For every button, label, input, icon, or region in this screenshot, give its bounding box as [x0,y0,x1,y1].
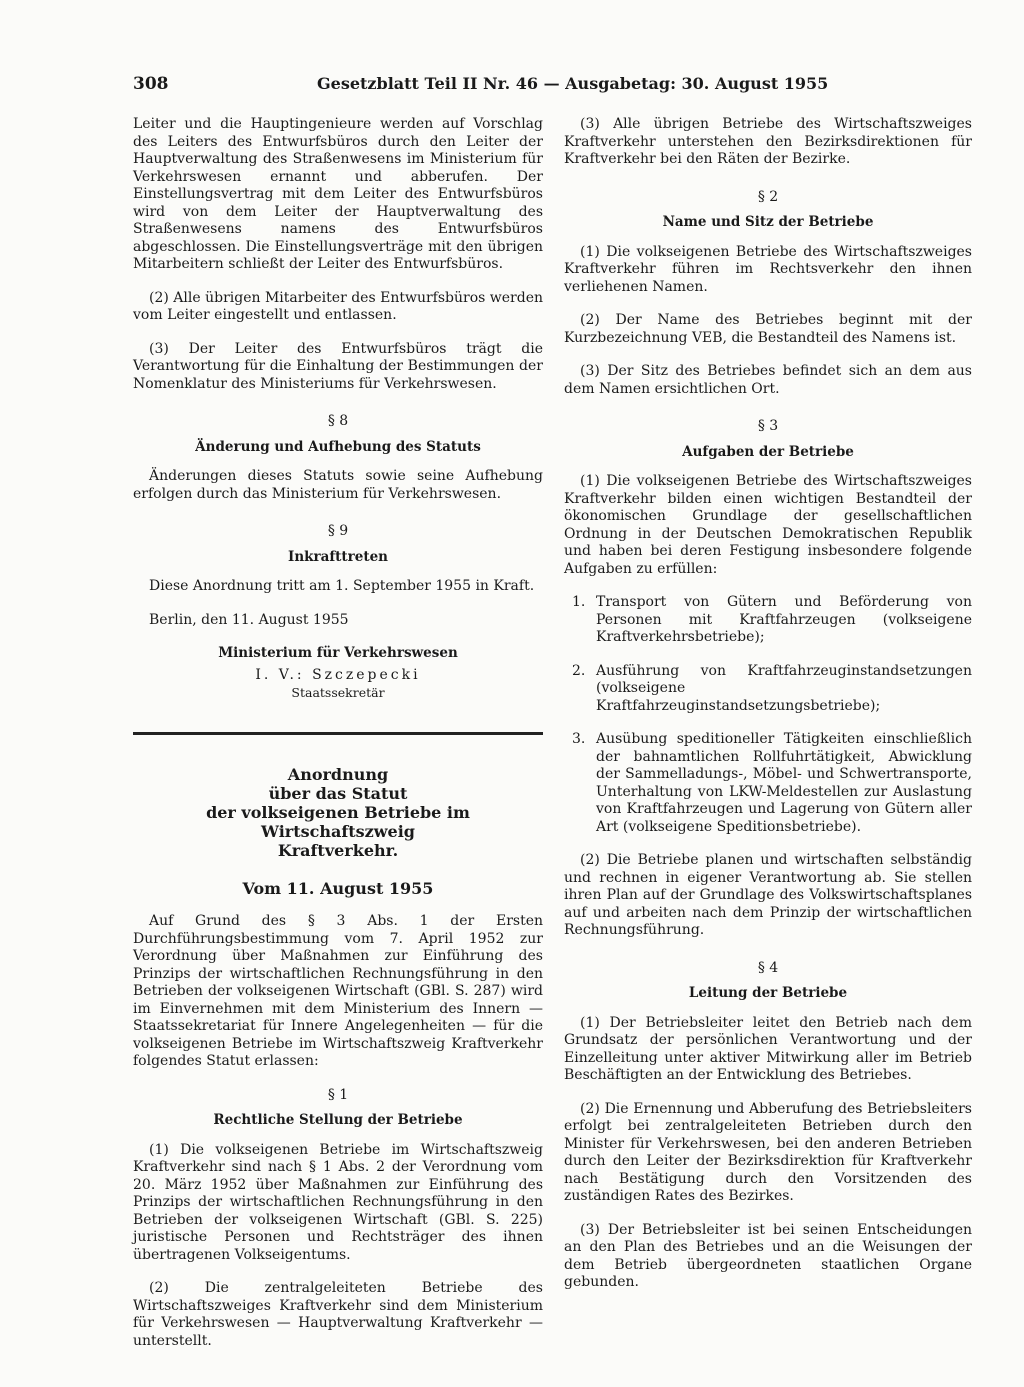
running-title: Gesetzblatt Teil II Nr. 46 — Ausgabetag: 30. August 1955 [317,74,829,93]
paragraph: (2) Alle übrigen Mitarbeiter des Entwurfsbüros werden vom Leiter eingestellt und entlassen. [133,289,543,323]
task-list [564,594,972,836]
paragraph: (2) Die zentralgeleiteten Betriebe des Wirtschaftszweiges Kraftverkehr sind dem Ministerium für Verkehrswesen — Hauptverwaltung Kraftverkehr — unterstellt. [133,1280,543,1349]
section-number: § 8 [327,413,349,429]
paragraph: Änderungen dieses Statuts sowie seine Aufhebung erfolgen durch das Ministerium für Verkehrswesen. [133,468,543,502]
paragraph: (3) Der Sitz des Betriebes befindet sich an dem aus dem Namen ersichtlichen Ort. [564,363,972,397]
list-item [564,731,972,836]
ordinance-title [133,765,543,860]
list-item-text: Ausführung von Kraftfahrzeuginstandsetzungen (volkseigene Kraftfahrzeuginstandsetzungsbetriebe); [596,662,972,714]
left-column [133,116,543,1366]
page-header [133,74,829,96]
section-number: § 4 [757,959,779,976]
ordinance-title-line: der volkseigenen Betriebe im Wirtschaftszweig [206,802,470,841]
paragraph: (1) Die volkseigenen Betriebe des Wirtschaftszweiges Kraftverkehr bilden einen wichtigen Bestandteil der ökonomischen Grundlage der gesellschaftlichen Ordnung in der Deutschen Demokratischen Republik und haben bei deren Festigung insbesondere folgende Aufgaben zu erfüllen: [564,473,972,577]
preamble: Auf Grund des § 3 Abs. 1 der Ersten Durchführungsbestimmung vom 7. April 1952 zur Verordnung über Maßnahmen zur Einführung des Prinzips der wirtschaftlichen Rechnungsführung in den Betrieben der volkseigenen Wirtschaft (GBl. S. 287) wird im Einvernehmen mit dem Ministerium des Innern — Staatssekretariat für Innere Angelegenheiten — für die volkseigenen Betriebe im Wirtschaftszweig Kraftverkehr folgendes Statut erlassen: [133,913,543,1069]
section-title: Rechtliche Stellung der Betriebe [213,1112,463,1128]
section-title: Name und Sitz der Betriebe [662,214,874,230]
ordinance-title-line: Kraftverkehr. [277,840,399,860]
section-number: § 9 [327,523,349,539]
section-number: § 3 [757,418,779,434]
paragraph: (1) Die volkseigenen Betriebe des Wirtschaftszweiges Kraftverkehr führen im Rechtsverkehr den ihnen verliehenen Namen. [564,243,972,295]
divider [133,732,543,735]
paragraph: (2) Der Name des Betriebes beginnt mit der Kurzbezeichnung VEB, die Bestandteil des Namens ist. [564,312,972,346]
paragraph: (3) Der Leiter des Entwurfsbüros trägt die Verantwortung für die Einhaltung der Bestimmungen der Nomenklatur des Ministeriums für Verkehrswesen. [133,340,543,392]
section-title: Aufgaben der Betriebe [682,443,854,460]
paragraph: (1) Der Betriebsleiter leitet den Betrieb nach dem Grundsatz der persönlichen Verantwortung und der Einzelleitung unter aktiver Mitwirkung aller im Betrieb Beschäftigten an der Entwicklung des Betriebes. [564,1014,972,1083]
list-item-text: Transport von Gütern und Beförderung von Personen mit Kraftfahrzeugen (volkseigene Kraftverkehrsbetriebe); [596,594,972,645]
right-column [564,116,972,1308]
paragraph: (2) Die Ernennung und Abberufung des Betriebsleiters erfolgt bei zentralgeleiteten Betrieben durch den Minister für Verkehrswesen, bei den anderen Betrieben durch den Leiter der Bezirksdirektion für Kraftverkehr nach Bestätigung durch den Vorsitzenden des zuständigen Rates des Bezirkes. [564,1100,972,1204]
signer-name: I. V.: Szczepecki [255,666,421,683]
paragraph: (1) Die volkseigenen Betriebe im Wirtschaftszweig Kraftverkehr sind nach § 1 Abs. 2 der Verordnung vom 20. März 1952 über Maßnahmen zur Einführung des Prinzips der wirtschaftlichen Rechnungsführung in den Betrieben der volkseigenen Wirtschaft (GBl. S. 225) juristische Personen und Rechtsträger des ihnen übertragenen Volkseigentums. [133,1141,543,1263]
signer-role: Staatssekretär [291,685,385,700]
signature-block [133,645,543,702]
section-title: Inkrafttreten [288,548,388,565]
ministry-name: Ministerium für Verkehrswesen [218,645,458,661]
paragraph: Leiter und die Hauptingenieure werden auf Vorschlag des Leiters des Entwurfsbüros durch den Leiter der Hauptverwaltung des Straßenwesens im Ministerium für Verkehrswesen ernannt und abberufen. Der Einstellungsvertrag mit dem Leiter des Entwurfsbüros wird von dem Leiter der Hauptverwaltung des Straßenwesens namens des Entwurfsbüros abgeschlossen. Die Einstellungsverträge mit den übrigen Mitarbeitern schließt der Leiter des Entwurfsbüros. [133,116,543,272]
paragraph: (3) Alle übrigen Betriebe des Wirtschaftszweiges Kraftverkehr unterstehen den Bezirksdirektionen für Kraftverkehr bei den Räten der Bezirke. [564,116,972,167]
paragraph: (2) Die Betriebe planen und wirtschaften selbständig und rechnen in eigener Verantwortung ab. Sie stellen ihren Plan auf der Grundlage des Volkswirtschaftsplanes auf und arbeiten nach dem Prinzip der wirtschaftlichen Rechnungsführung. [564,852,972,938]
section-title: Änderung und Aufhebung des Statuts [195,438,481,455]
ordinance-title-line: über das Statut [268,783,408,803]
section-title: Leitung der Betriebe [688,985,848,1001]
list-item-number: 1. [572,594,586,610]
list-item [564,594,972,647]
list-item [564,663,972,716]
list-item-number: 3. [572,731,586,747]
section-number: § 1 [327,1086,349,1103]
page-number: 308 [133,74,169,94]
section-number: § 2 [757,188,779,205]
paragraph: (3) Der Betriebsleiter ist bei seinen Entscheidungen an den Plan des Betriebes und an die Weisungen der dem Betrieb übergeordneten staatlichen Organe gebunden. [564,1221,972,1290]
paragraph: Diese Anordnung tritt am 1. September 1955 in Kraft. [149,578,535,594]
ordinance-title-line: Anordnung [287,764,389,784]
ordinance-date: Vom 11. August 1955 [242,878,434,898]
place-date: Berlin, den 11. August 1955 [149,611,349,628]
list-item-number: 2. [572,662,586,679]
list-item-text: Ausübung speditioneller Tätigkeiten einschließlich der bahnamtlichen Rollfuhrtätigkeit, Abwicklung der Sammelladungs-, Möbel- und Schwertransporte, Unterhaltung von LKW-Meldestellen zur Auslastung von Kraftfahrzeugen und Lagerung von Gütern aller Art (volkseigene Speditionsbetriebe). [596,731,972,835]
